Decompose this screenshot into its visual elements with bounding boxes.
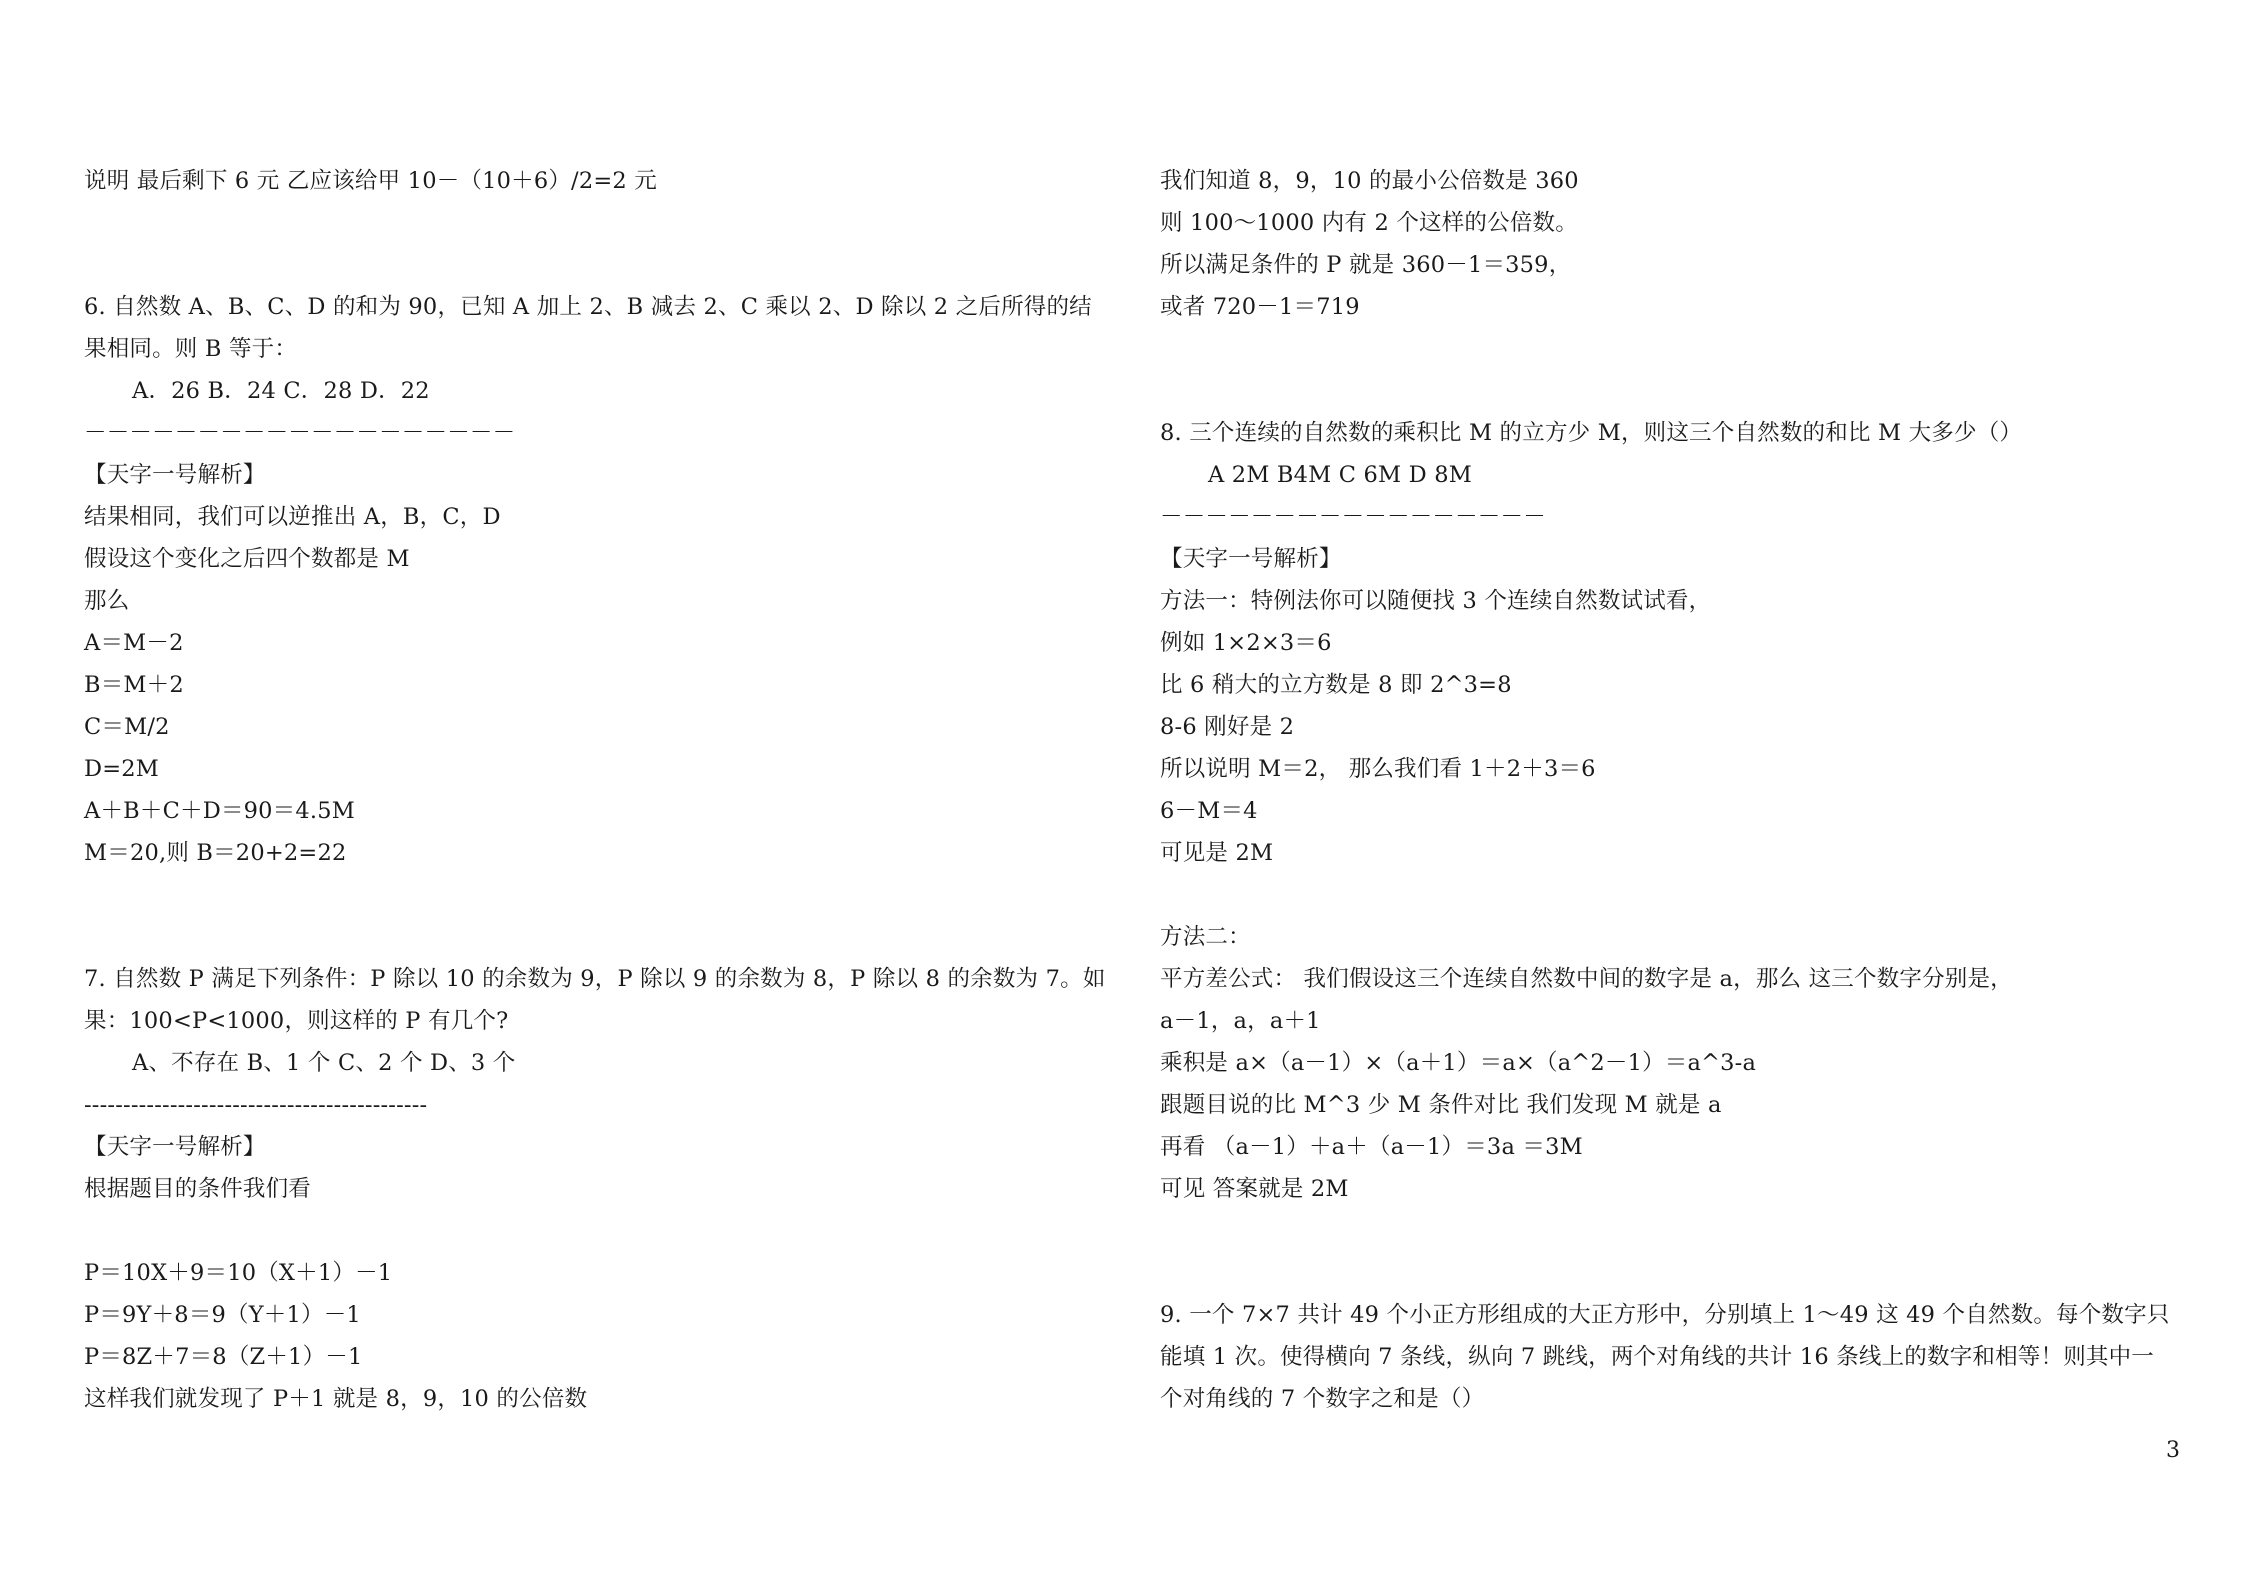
blank-line xyxy=(1160,1210,2200,1252)
text-line: 可见是 2M xyxy=(1160,840,1274,866)
text-line: 方法二： xyxy=(1160,924,1251,950)
text-line: 根据题目的条件我们看 xyxy=(84,1176,312,1202)
text-line: 例如 1×2×3＝6 xyxy=(1160,630,1332,656)
text-line: 所以说明 M＝2， 那么我们看 1＋2＋3＝6 xyxy=(1160,756,1596,782)
text-line: 8. 三个连续的自然数的乘积比 M 的立方少 M，则这三个自然数的和比 M 大多少（） xyxy=(1160,420,2023,446)
text-line: 我们知道 8，9，10 的最小公倍数是 360 xyxy=(1160,168,1579,194)
right-column xyxy=(1160,160,2200,1420)
text-line: A、不存在 B、1 个 C、2 个 D、3 个 xyxy=(132,1050,516,1076)
page-number: 3 xyxy=(2166,1438,2180,1463)
text-line: A 2M B4M C 6M D 8M xyxy=(1208,462,1472,488)
text-line: 说明 最后剩下 6 元 乙应该给甲 10－（10＋6）/2=2 元 xyxy=(84,168,657,194)
text-line: －－－－－－－－－－－－－－－－－－－ xyxy=(84,420,516,446)
text-line: 比 6 稍大的立方数是 8 即 2^3=8 xyxy=(1160,672,1512,698)
blank-line xyxy=(84,244,1114,286)
text-line: A＝M－2 xyxy=(84,630,184,656)
blank-line xyxy=(1160,328,2200,370)
text-line: 则 100～1000 内有 2 个这样的公倍数。 xyxy=(1160,210,1578,236)
text-line: 结果相同，我们可以逆推出 A，B，C，D xyxy=(84,504,501,530)
text-line: 个对角线的 7 个数字之和是（） xyxy=(1160,1386,1485,1412)
text-line: 【天字一号解析】 xyxy=(84,462,266,488)
text-line: 那么 xyxy=(84,588,130,614)
text-line: 跟题目说的比 M^3 少 M 条件对比 我们发现 M 就是 a xyxy=(1160,1092,1722,1118)
text-line: 果相同。则 B 等于： xyxy=(84,336,298,362)
text-line: 这样我们就发现了 P＋1 就是 8，9，10 的公倍数 xyxy=(84,1386,588,1412)
text-line: P＝9Y＋8＝9（Y＋1）－1 xyxy=(84,1302,361,1328)
text-line: 6. 自然数 A、B、C、D 的和为 90，已知 A 加上 2、B 减去 2、C 乘以 2、D 除以 2 之后所得的结 xyxy=(84,294,1092,320)
text-line: 或者 720－1＝719 xyxy=(1160,294,1360,320)
text-line: 平方差公式： 我们假设这三个连续自然数中间的数字是 a，那么 这三个数字分别是， xyxy=(1160,966,2013,992)
text-line: 乘积是 a×（a－1）×（a＋1）＝a×（a^2－1）＝a^3-a xyxy=(1160,1050,1757,1076)
text-line: 方法一：特例法你可以随便找 3 个连续自然数试试看， xyxy=(1160,588,1712,614)
blank-line xyxy=(84,916,1114,958)
text-line: A＋B＋C＋D＝90＝4.5M xyxy=(84,798,355,824)
blank-line xyxy=(84,874,1114,916)
text-line: 能填 1 次。使得横向 7 条线，纵向 7 跳线，两个对角线的共计 16 条线上的数字和相等！则其中一 xyxy=(1160,1344,2154,1370)
text-line: 果：100<P<1000，则这样的 P 有几个? xyxy=(84,1008,509,1034)
text-line: 【天字一号解析】 xyxy=(84,1134,266,1160)
text-line: 假设这个变化之后四个数都是 M xyxy=(84,546,410,572)
text-line: B＝M＋2 xyxy=(84,672,184,698)
blank-line xyxy=(1160,874,2200,916)
blank-line xyxy=(84,1210,1114,1252)
text-line: 7. 自然数 P 满足下列条件：P 除以 10 的余数为 9，P 除以 9 的余数为 8，P 除以 8 的余数为 7。如 xyxy=(84,966,1106,992)
text-line: 再看 （a－1）＋a＋（a－1）＝3a ＝3M xyxy=(1160,1134,1583,1160)
text-line: 9. 一个 7×7 共计 49 个小正方形组成的大正方形中，分别填上 1～49 这 49 个自然数。每个数字只 xyxy=(1160,1302,2170,1328)
text-line: 8-6 刚好是 2 xyxy=(1160,714,1295,740)
text-line: 所以满足条件的 P 就是 360－1＝359， xyxy=(1160,252,1572,278)
text-line: P＝8Z＋7＝8（Z＋1）－1 xyxy=(84,1344,363,1370)
blank-line xyxy=(84,202,1114,244)
text-line: A．26 B．24 C．28 D．22 xyxy=(132,378,430,404)
blank-line xyxy=(1160,1252,2200,1294)
text-line: 6－M＝4 xyxy=(1160,798,1258,824)
text-line: 【天字一号解析】 xyxy=(1160,546,1342,572)
text-line: 可见 答案就是 2M xyxy=(1160,1176,1349,1202)
blank-line xyxy=(1160,370,2200,412)
left-column xyxy=(84,160,1114,1420)
text-line: -------------------------------------------- xyxy=(84,1092,428,1118)
text-line: C＝M/2 xyxy=(84,714,170,740)
text-line: M＝20,则 B＝20+2=22 xyxy=(84,840,347,866)
text-line: D=2M xyxy=(84,756,160,782)
text-line: P＝10X＋9＝10（X＋1）－1 xyxy=(84,1260,393,1286)
text-line: －－－－－－－－－－－－－－－－－ xyxy=(1160,504,1546,530)
text-line: a－1，a，a＋1 xyxy=(1160,1008,1321,1034)
